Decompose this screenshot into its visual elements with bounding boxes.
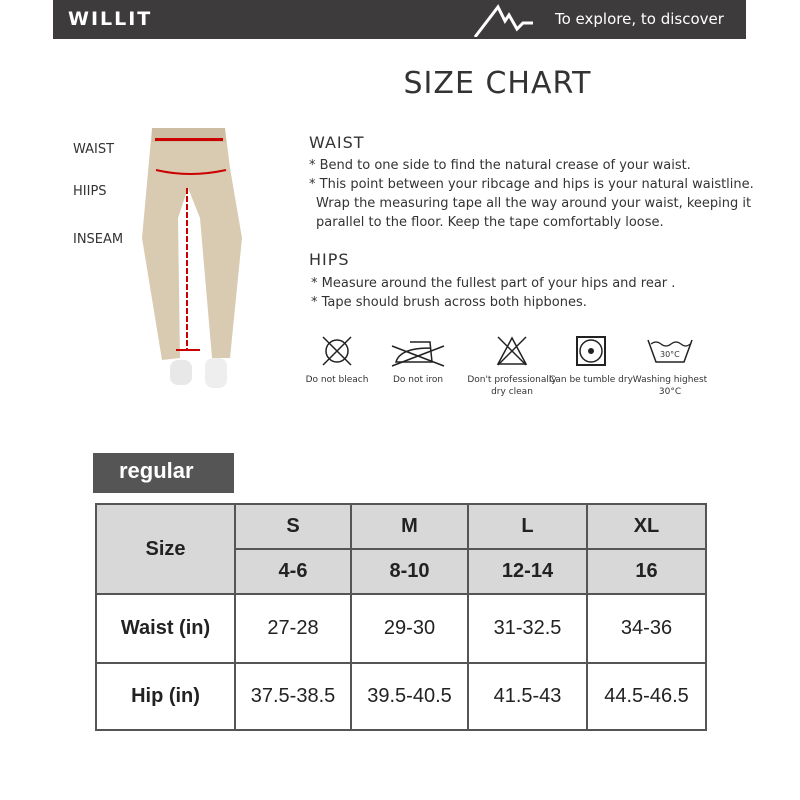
care-label: Don't professionally dry clean (467, 375, 557, 397)
size-table (95, 503, 707, 731)
fit-tab-regular: regular (93, 453, 234, 493)
waist-heading: WAIST (309, 133, 365, 152)
table-cell: 37.5-38.5 (235, 663, 351, 730)
hips-line: * Measure around the fullest part of your hips and rear . (311, 276, 676, 291)
table-cell: 44.5-46.5 (587, 663, 706, 730)
size-number: 8-10 (351, 549, 468, 594)
care-tumble-dry (546, 334, 636, 386)
size-letter: XL (587, 504, 706, 549)
waist-line: Wrap the measuring tape all the way around your waist, keeping it (316, 196, 752, 211)
header-bar (53, 0, 746, 39)
care-label: Can be tumble dry (549, 375, 633, 385)
table-cell: 29-30 (351, 594, 468, 663)
care-no-bleach (292, 334, 382, 386)
waist-line: * This point between your ribcage and hips is your natural waistline. (309, 177, 754, 192)
slogan: To explore, to discover (555, 10, 724, 28)
table-cell: 39.5-40.5 (351, 663, 468, 730)
care-label: Do not bleach (305, 375, 369, 385)
table-cell: 31-32.5 (468, 594, 587, 663)
mountain-logo-icon (473, 3, 553, 37)
label-inseam: INSEAM (73, 232, 124, 247)
no-iron-icon (390, 334, 446, 368)
label-hips: HIIPS (73, 184, 107, 199)
wash-temp: 30°C (660, 350, 680, 359)
size-header: Size (96, 504, 235, 594)
size-number: 16 (587, 549, 706, 594)
no-dry-clean-icon (495, 334, 529, 368)
hips-heading: HIPS (309, 250, 350, 269)
table-cell: 41.5-43 (468, 663, 587, 730)
brand-logo: WILLIT (68, 8, 153, 30)
care-label: Washing highest 30°C (632, 375, 708, 397)
tumble-dry-icon (574, 334, 608, 368)
waist-line: * Bend to one side to find the natural crease of your waist. (309, 158, 691, 173)
table-cell: 34-36 (587, 594, 706, 663)
care-wash-30 (625, 334, 715, 398)
table-row (96, 663, 706, 730)
no-bleach-icon (320, 334, 354, 368)
size-letter: M (351, 504, 468, 549)
care-label: Do not iron (392, 375, 444, 385)
waist-line: parallel to the floor. Keep the tape comfortably loose. (316, 215, 664, 230)
table-row (96, 594, 706, 663)
hips-line: * Tape should brush across both hipbones. (311, 295, 587, 310)
row-label: Waist (in) (96, 594, 235, 663)
label-waist: WAIST (73, 142, 115, 157)
page-title: SIZE CHART (403, 66, 592, 101)
row-label: Hip (in) (96, 663, 235, 730)
pants-model-image (130, 128, 250, 393)
size-letter: L (468, 504, 587, 549)
care-no-iron (373, 334, 463, 386)
size-number: 4-6 (235, 549, 351, 594)
size-number: 12-14 (468, 549, 587, 594)
care-no-dry-clean (467, 334, 557, 398)
size-letter: S (235, 504, 351, 549)
table-cell: 27-28 (235, 594, 351, 663)
